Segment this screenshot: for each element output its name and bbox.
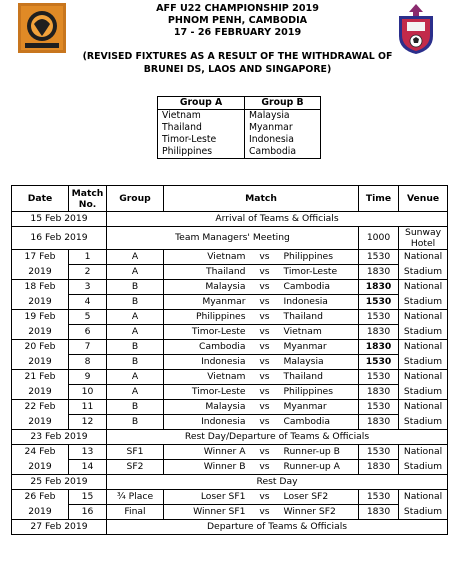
group-header: Group (107, 186, 164, 212)
title-line-2: PHNOM PENH, CAMBODIA (167, 15, 308, 26)
vs-cell: vs (252, 355, 278, 370)
venue-cell: Stadium (399, 415, 448, 430)
team1-cell: Malaysia (164, 280, 252, 295)
date-cell: 17 Feb (12, 250, 69, 265)
team1-cell: Myanmar (164, 295, 252, 310)
team1-cell: Winner SF1 (164, 505, 252, 520)
arrival-row (12, 212, 448, 227)
final-row (12, 505, 448, 520)
group-cell: Final (107, 505, 164, 520)
match-no-cell: 2 (69, 265, 107, 280)
match-no-cell: 11 (69, 400, 107, 415)
vs-cell: vs (252, 280, 278, 295)
title-line-1: AFF U22 CHAMPIONSHIP 2019 (156, 3, 319, 14)
match-no-cell: 4 (69, 295, 107, 310)
match-row (12, 265, 448, 280)
semifinal-row (12, 460, 448, 475)
match-row (12, 415, 448, 430)
time-cell: 1530 (359, 370, 399, 385)
venue-cell: National (399, 340, 448, 355)
date-cell: 2019 (12, 325, 69, 340)
time-cell: 1530 (359, 355, 399, 370)
event-text-cell: Departure of Teams & Officials (107, 520, 448, 535)
time-cell: 1830 (359, 325, 399, 340)
match-no-cell: 1 (69, 250, 107, 265)
team1-cell: Thailand (164, 265, 252, 280)
date-cell: 2019 (12, 295, 69, 310)
group-cell: SF2 (107, 460, 164, 475)
date-cell: 2019 (12, 355, 69, 370)
venue-cell: Stadium (399, 505, 448, 520)
team1-cell: Winner A (164, 445, 252, 460)
date-cell: 24 Feb (12, 445, 69, 460)
match-no-header: Match No. (69, 186, 107, 212)
fixtures-header-row (12, 186, 448, 212)
meeting-venue-line1: Sunway (404, 227, 442, 238)
vs-cell: vs (252, 490, 278, 505)
venue-cell: National (399, 445, 448, 460)
team2-cell: Timor-Leste (278, 265, 359, 280)
group-b-team: Malaysia (245, 110, 321, 123)
group-cell: B (107, 340, 164, 355)
title-line-3: 17 - 26 FEBRUARY 2019 (173, 27, 302, 38)
group-b-header: Group B (245, 97, 321, 110)
team1-cell: Indonesia (164, 415, 252, 430)
arrival-date: 15 Feb 2019 (12, 212, 107, 227)
match-row (12, 370, 448, 385)
match-row (12, 385, 448, 400)
vs-cell: vs (252, 295, 278, 310)
venue-cell: National (399, 370, 448, 385)
rest-day-row (12, 475, 448, 490)
team1-cell: Vietnam (164, 370, 252, 385)
team2-cell: Cambodia (278, 280, 359, 295)
group-cell: B (107, 415, 164, 430)
venue-cell: Stadium (399, 460, 448, 475)
team1-cell: Cambodia (164, 340, 252, 355)
match-no-cell: 14 (69, 460, 107, 475)
match-row (12, 340, 448, 355)
match-no-cell: 8 (69, 355, 107, 370)
group-cell: ¾ Place (107, 490, 164, 505)
group-cell: B (107, 400, 164, 415)
date-cell: 23 Feb 2019 (12, 430, 107, 445)
subtitle-line-1: (REVISED FIXTURES AS A RESULT OF THE WITHDRAWAL OF (82, 51, 393, 62)
group-a-team: Philippines (158, 146, 245, 159)
team1-cell: Malaysia (164, 400, 252, 415)
date-cell: 21 Feb (12, 370, 69, 385)
meeting-time: 1000 (359, 227, 399, 250)
meeting-date: 16 Feb 2019 (12, 227, 107, 250)
group-cell: B (107, 280, 164, 295)
match-no-cell: 7 (69, 340, 107, 355)
team2-cell: Malaysia (278, 355, 359, 370)
time-cell: 1530 (359, 400, 399, 415)
match-no-cell: 5 (69, 310, 107, 325)
subtitle-line-2: BRUNEI DS, LAOS AND SINGAPORE) (143, 64, 332, 75)
vs-cell: vs (252, 310, 278, 325)
time-cell: 1530 (359, 250, 399, 265)
venue-cell: Stadium (399, 355, 448, 370)
match-row (12, 310, 448, 325)
date-cell: 26 Feb (12, 490, 69, 505)
vs-cell: vs (252, 265, 278, 280)
group-cell: SF1 (107, 445, 164, 460)
date-cell: 19 Feb (12, 310, 69, 325)
date-cell: 27 Feb 2019 (12, 520, 107, 535)
group-cell: B (107, 295, 164, 310)
team1-cell: Timor-Leste (164, 385, 252, 400)
venue-cell: National (399, 280, 448, 295)
group-a-team: Thailand (158, 122, 245, 134)
meeting-text: Team Managers' Meeting (107, 227, 359, 250)
group-cell: A (107, 325, 164, 340)
time-cell: 1530 (359, 295, 399, 310)
time-cell: 1830 (359, 415, 399, 430)
team1-cell: Philippines (164, 310, 252, 325)
match-row (12, 250, 448, 265)
meeting-venue-line2: Hotel (410, 238, 436, 249)
event-text-cell: Rest Day (107, 475, 448, 490)
group-cell: B (107, 355, 164, 370)
venue-cell: National (399, 490, 448, 505)
match-no-cell: 10 (69, 385, 107, 400)
time-cell: 1830 (359, 385, 399, 400)
vs-cell: vs (252, 340, 278, 355)
date-cell: 25 Feb 2019 (12, 475, 107, 490)
time-cell: 1530 (359, 490, 399, 505)
vs-cell: vs (252, 505, 278, 520)
team1-cell: Vietnam (164, 250, 252, 265)
match-row (12, 325, 448, 340)
group-cell: A (107, 310, 164, 325)
team2-cell: Winner SF2 (278, 505, 359, 520)
team2-cell: Loser SF2 (278, 490, 359, 505)
semifinal-row (12, 445, 448, 460)
match-no-cell: 3 (69, 280, 107, 295)
team1-cell: Timor-Leste (164, 325, 252, 340)
rest-day-row (12, 430, 448, 445)
match-row (12, 280, 448, 295)
team2-cell: Philippines (278, 250, 359, 265)
venue-cell: Stadium (399, 265, 448, 280)
time-cell: 1530 (359, 445, 399, 460)
time-cell: 1830 (359, 340, 399, 355)
group-a-team: Vietnam (158, 110, 245, 123)
team1-cell: Loser SF1 (164, 490, 252, 505)
fixtures-table (11, 185, 448, 535)
group-a-header: Group A (158, 97, 245, 110)
team2-cell: Indonesia (278, 295, 359, 310)
vs-cell: vs (252, 415, 278, 430)
team1-cell: Winner B (164, 460, 252, 475)
team2-cell: Runner-up A (278, 460, 359, 475)
time-cell: 1830 (359, 265, 399, 280)
group-b-team: Myanmar (245, 122, 321, 134)
vs-cell: vs (252, 370, 278, 385)
team2-cell: Thailand (278, 370, 359, 385)
match-row (12, 400, 448, 415)
departure-row (12, 520, 448, 535)
group-cell: A (107, 385, 164, 400)
vs-cell: vs (252, 445, 278, 460)
match-no-cell: 16 (69, 505, 107, 520)
time-cell: 1830 (359, 280, 399, 295)
team2-cell: Runner-up B (278, 445, 359, 460)
date-cell: 20 Feb (12, 340, 69, 355)
team2-cell: Vietnam (278, 325, 359, 340)
group-cell: A (107, 370, 164, 385)
date-cell: 2019 (12, 415, 69, 430)
group-cell: A (107, 265, 164, 280)
event-text-cell: Rest Day/Departure of Teams & Officials (107, 430, 448, 445)
vs-cell: vs (252, 325, 278, 340)
venue-header: Venue (399, 186, 448, 212)
groups-table (157, 96, 321, 159)
date-cell: 22 Feb (12, 400, 69, 415)
venue-cell: Stadium (399, 295, 448, 310)
vs-cell: vs (252, 250, 278, 265)
meeting-venue (399, 227, 448, 250)
final-row (12, 490, 448, 505)
group-b-team: Cambodia (245, 146, 321, 159)
team2-cell: Myanmar (278, 400, 359, 415)
team2-cell: Thailand (278, 310, 359, 325)
venue-cell: National (399, 250, 448, 265)
match-no-cell: 15 (69, 490, 107, 505)
venue-cell: National (399, 400, 448, 415)
date-cell: 2019 (12, 460, 69, 475)
date-header: Date (12, 186, 69, 212)
date-cell: 2019 (12, 265, 69, 280)
match-no-cell: 12 (69, 415, 107, 430)
group-b-team: Indonesia (245, 134, 321, 146)
team2-cell: Philippines (278, 385, 359, 400)
venue-cell: Stadium (399, 325, 448, 340)
arrival-text: Arrival of Teams & Officials (107, 212, 448, 227)
date-cell: 2019 (12, 385, 69, 400)
team2-cell: Cambodia (278, 415, 359, 430)
match-no-cell: 9 (69, 370, 107, 385)
time-cell: 1530 (359, 310, 399, 325)
time-cell: 1830 (359, 505, 399, 520)
vs-cell: vs (252, 385, 278, 400)
time-header: Time (359, 186, 399, 212)
time-cell: 1830 (359, 460, 399, 475)
group-a-team: Timor-Leste (158, 134, 245, 146)
group-cell: A (107, 250, 164, 265)
venue-cell: National (399, 310, 448, 325)
venue-cell: Stadium (399, 385, 448, 400)
date-cell: 18 Feb (12, 280, 69, 295)
team2-cell: Myanmar (278, 340, 359, 355)
vs-cell: vs (252, 400, 278, 415)
match-no-cell: 6 (69, 325, 107, 340)
vs-cell: vs (252, 460, 278, 475)
meeting-row (12, 227, 448, 250)
match-no-cell: 13 (69, 445, 107, 460)
date-cell: 2019 (12, 505, 69, 520)
match-header: Match (164, 186, 359, 212)
match-row (12, 295, 448, 310)
team1-cell: Indonesia (164, 355, 252, 370)
match-row (12, 355, 448, 370)
